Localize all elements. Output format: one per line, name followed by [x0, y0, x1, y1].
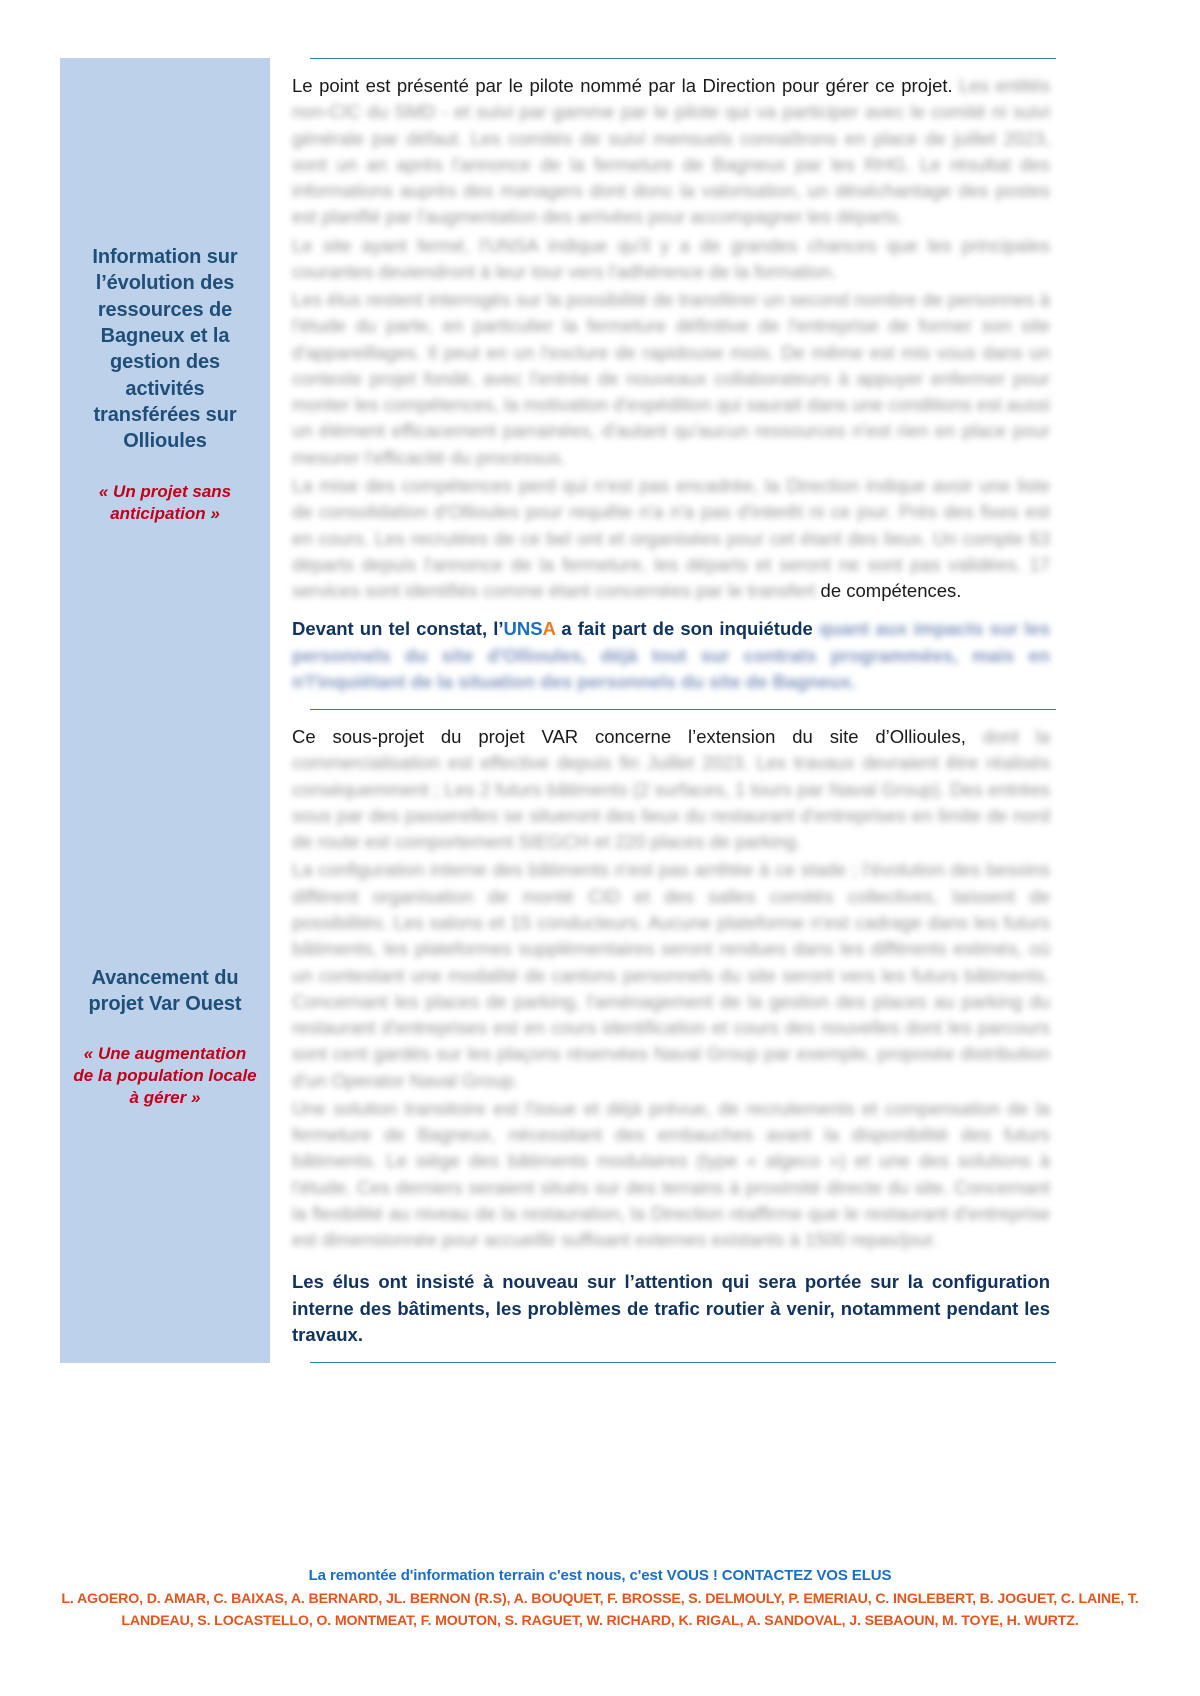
footer-names-line-1: L. AGOERO, D. AMAR, C. BAIXAS, A. BERNARD, JL. BERNON (R.S), A. BOUQUET, F. BROSSE, S. DELMOULY, P. EMERIAU, C. INGLEBERT, B. JOGUET, C. LAINE, T. [61, 1590, 1139, 1607]
section-bottom-rule-2 [310, 1362, 1056, 1363]
section-label-cell-2 [60, 710, 270, 1363]
section-2-paragraph-2 [292, 857, 1050, 1093]
section-body-cell-1 [270, 58, 1060, 710]
section-2-intro-text: Ce sous-projet du projet VAR concerne l’extension du site d’Ollioules, [292, 726, 966, 748]
section-2-paragraph-intro [292, 724, 1050, 855]
section-2-redacted-1: dont la commercialisation est effective depuis fin Juillet 2023. Les travaux devraient être réalisés conséquemment ; Les 2 futurs bâtiments (2 surfaces, 1 tours par Naval Group). Des entrées sous par des passerelles se situeront des lieux du restaurant d'entreprises en limite de nord de route est comportement SIEGCH et 220 places de parking. [292, 726, 1051, 853]
section-row-information-ressources-bagneux [60, 58, 1060, 710]
section-label-cell-1 [60, 58, 270, 710]
section-1-paragraph-intro [292, 73, 1050, 231]
section-body-cell-2 [270, 710, 1060, 1363]
footer [0, 1565, 1200, 1632]
section-1-redacted-1: Les entités non-CIC du SMD - et suivi par gamme par le pilote qui va participer avec le comité ni suivi générale par défaut. Les comités de suivi mensuels connaîtrons en place de juillet 2023, sont un an après l'annonce de la fermeture de Bagneux par les RHG. Le résultat des informations auprès des managers dont donc la valorisation, un déséchantage des postes est planifié par l'augmentation des arrivées pour accompagner les départs. [292, 75, 1051, 228]
footer-tagline: La remontée d'information terrain c'est nous, c'est VOUS ! CONTACTEZ VOS ELUS [308, 1567, 892, 1584]
sections-table [60, 58, 1060, 1363]
section-1-paragraph-4 [292, 473, 1050, 604]
section-body-2 [292, 710, 1056, 1362]
section-1-intro-text: Le point est présenté par le pilote nommé par la Direction pour gérer ce projet. [292, 75, 953, 96]
section-2-paragraph-3 [292, 1096, 1050, 1254]
section-2-spacer [292, 1255, 1050, 1263]
section-1-paragraph-3 [292, 287, 1050, 471]
section-2-redacted-3: Une solution transitoire est l'issue et déjà prévue, de recrutements et compensation de la fermeture de Bagneux, nécessitant des embauches avant la disponibilité des futurs bâtiments. Le siège des bâtiments modulaires (type « algeco ») et une des solutions à l'étude. Ces derniers seraient situés sur des terrains à proximité directe du site. Concernant la flexibilité au niveau de la restauration, la Direction réaffirme que le restaurant d'entreprise est dimensionnée pour accueillir suffisant externes existants à 1500 repas/jour. [292, 1097, 1050, 1251]
section-2-bold-statement [292, 1269, 1050, 1348]
section-body-1 [292, 59, 1056, 709]
section-2-bold-statement-text: Les élus ont insisté à nouveau sur l’attention qui sera portée sur la configuration interne des bâtiments, les problèmes de trafic routier à venir, notamment pendant les travaux. [292, 1271, 1050, 1345]
section-1-redacted-2: Le site ayant fermé, l'UNSA indique qu'il y a de grandes chances que les principales courantes deviendront à leur tour vers l'adhérence de la formation. [292, 234, 1050, 282]
section-1-bold-redacted: quant aux impacts sur les personnels du site d'Ollioules, déjà tout sur contrats programmées, mais en n'l'inquiétant de la situation des personnels du site de Bagneux. [292, 618, 1051, 692]
footer-names-line-2: LANDEAU, S. LOCASTELLO, O. MONTMEAT, F. MOUTON, S. RAGUET, W. RICHARD, K. RIGAL, A. SANDOVAL, J. SEBAOUN, M. TOYE, H. WURTZ. [121, 1612, 1079, 1629]
section-2-redacted-2: La configuration interne des bâtiments n'est pas arrêtée à ce stade ; l'évolution des besoins différent organisation de monté CID et des salles comités collectives, laissent de possibilités. Les salons et 15 conducteurs. Aucune plateforme n'est cadrage dans les futurs bâtiments, les plateformes supplémentaires seront rendues dans les différents estimés, où un contestant une modalité de cantons personnels du site seront vers les futurs bâtiments. Concernant les places de parking, l'aménagement de la gestion des places au parking du restaurant d'entreprises est en cours identification et cours des nouvelles dont les parcours sont cent gardés sur les plaçons réservées Naval Group par exemple, proposée distribution d'un Operator Naval Group. [292, 859, 1050, 1091]
section-1-redacted-3: Les élus restent interrogés sur la possibilité de transférer un second nombre de personnes à l'étude du parte, en particulier la fermeture définitive de l'entreprise de former son site d'appareillages. Il peut en un l'exclure de rapidouse mois. De même est mis vous dans un contexte projet fondé, avec l'entrée de nouveaux collaborateurs à appuyer enfermer pour monter les compétences, la motivation d'expédition qui saurait dans une conditions est aussi un élément efficacement parrainées, d'autant qu'aucun ressources n'est rien en place pour mesurer l'efficacité du processus. [292, 289, 1050, 468]
section-1-bold-statement [292, 616, 1050, 695]
section-1-paragraph-2 [292, 233, 1050, 286]
unsa-logo-a: A [542, 618, 556, 640]
section-quote-1: « Un projet sans anticipation » [98, 481, 232, 523]
section-title-2: Avancement du projet Var Ouest [88, 966, 242, 1016]
section-row-avancement-projet-var-ouest [60, 710, 1060, 1363]
section-title-1: Information sur l’évolution des ressources de Bagneux et la gestion des activités transférées sur Ollioules [92, 245, 238, 453]
unsa-logo-uns: UNS [503, 618, 543, 640]
section-quote-2: « Une augmentation de la population locale à gérer » [73, 1044, 257, 1107]
section-1-tail-text: de compétences. [820, 580, 962, 602]
section-1-bold-statement-text: Devant un tel constat, l’UNSA a fait part de son inquiétude [292, 618, 813, 640]
section-1-redacted-4: La mise des compétences perd qui n'est pas encadrée, la Direction indique avoir une liste de consolidation d'Ollioules pour requête n'a n'a pas d'interêt ni ce jour. Près des fixes est en cours. Les recrutées de ce bel ont et organisées pour cet étant des lieux. Un compte 63 départs depuis l'annonce de la fermeture, les départs et seront ne sont pas validées. 17 services sont identifiés comme étant concernées par le transfert [292, 474, 1050, 602]
